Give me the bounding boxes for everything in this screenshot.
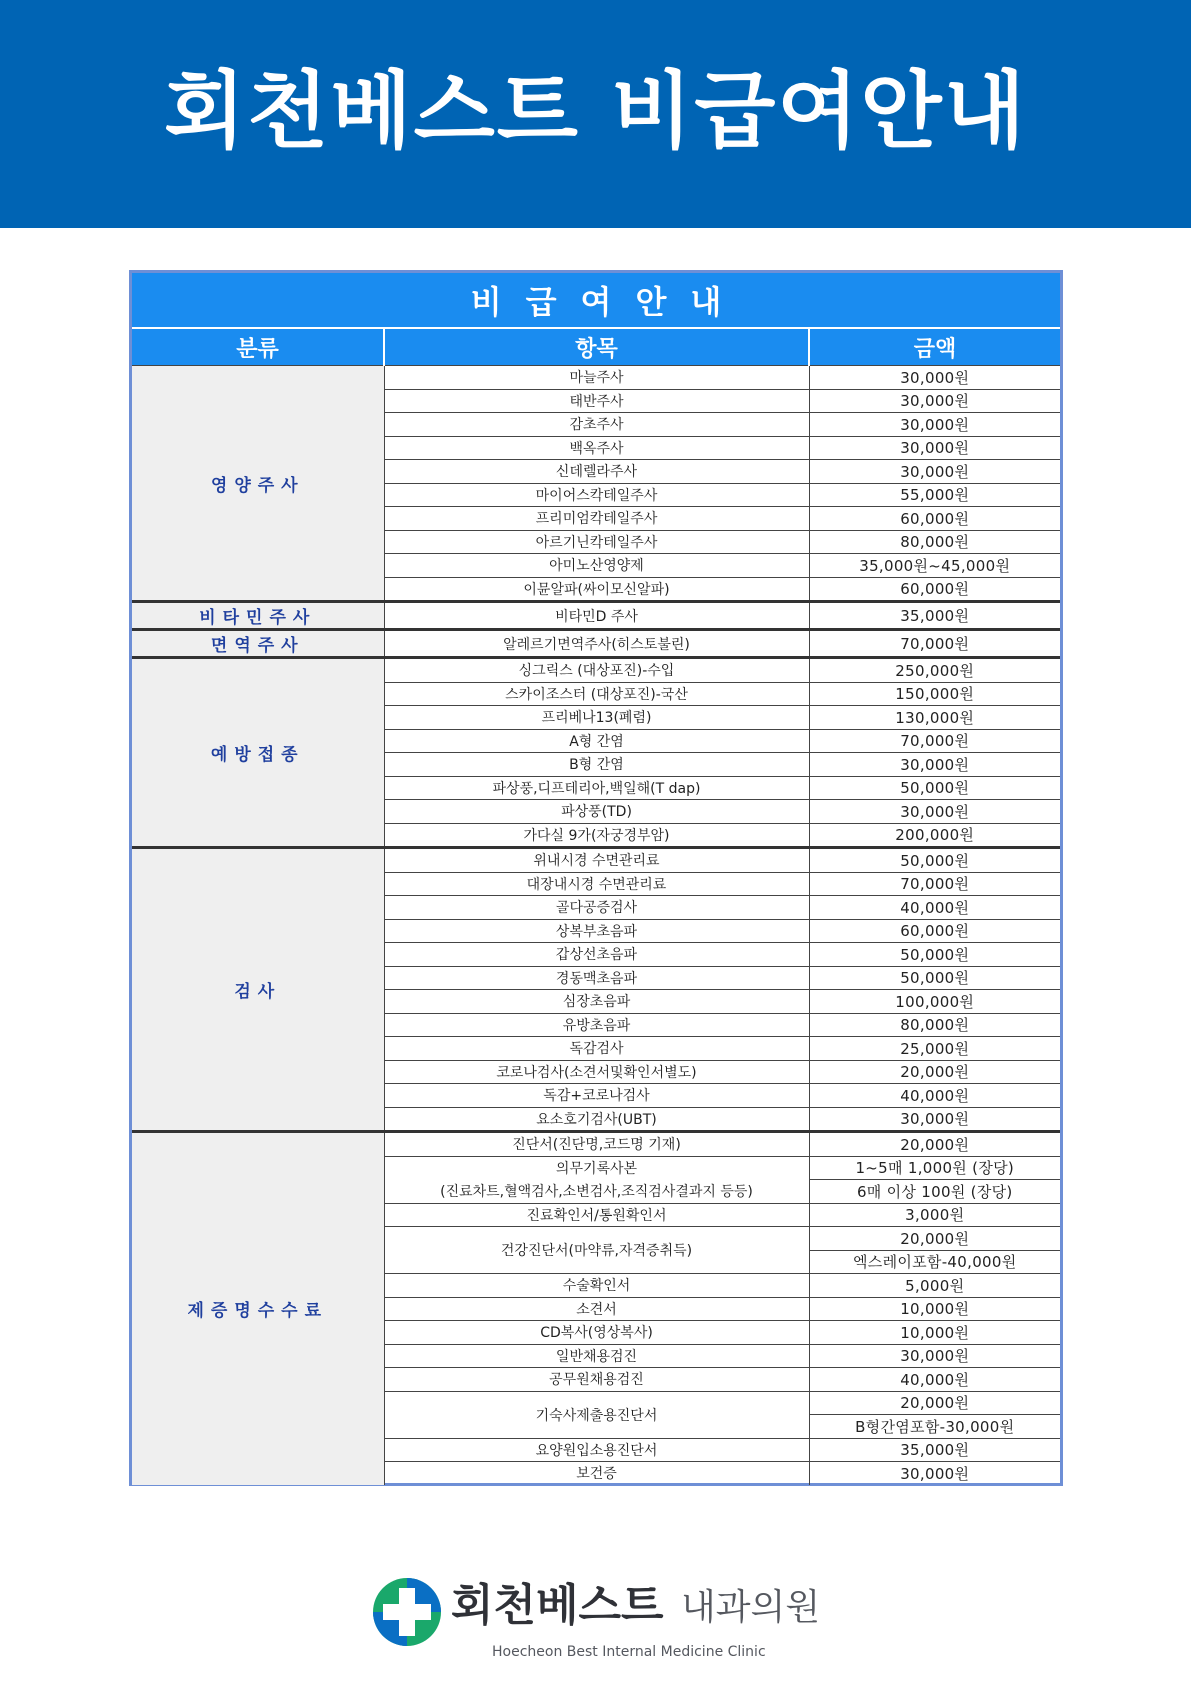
item-cell: 감초주사 bbox=[384, 413, 809, 437]
price-cell: 50,000원 bbox=[809, 966, 1060, 990]
item-cell: 백옥주사 bbox=[384, 436, 809, 460]
clinic-type: 내과의원 bbox=[681, 1587, 821, 1628]
item-cell: 보건증 bbox=[384, 1462, 809, 1485]
item-cell: 요양원입소용진단서 bbox=[384, 1438, 809, 1462]
price-cell: 200,000원 bbox=[809, 823, 1060, 848]
category-exam: 검사 bbox=[132, 848, 384, 1132]
medical-cross-icon bbox=[369, 1574, 445, 1650]
price-cell: 40,000원 bbox=[809, 1368, 1060, 1392]
price-cell: 25,000원 bbox=[809, 1037, 1060, 1061]
price-cell: 20,000원 bbox=[809, 1060, 1060, 1084]
category-vaccine: 예방접종 bbox=[132, 658, 384, 848]
price-cell: 40,000원 bbox=[809, 896, 1060, 920]
item-cell: 마늘주사 bbox=[384, 366, 809, 390]
item-cell: 의무기록사본 bbox=[384, 1156, 809, 1180]
price-cell: 60,000원 bbox=[809, 577, 1060, 602]
price-cell: 30,000원 bbox=[809, 753, 1060, 777]
fee-table bbox=[132, 273, 1060, 1485]
price-cell: 30,000원 bbox=[809, 413, 1060, 437]
page-title: 회천베스트 비급여안내 bbox=[164, 62, 1027, 160]
item-cell: 아미노산영양제 bbox=[384, 554, 809, 578]
price-cell: 30,000원 bbox=[809, 1462, 1060, 1485]
table-title-text: 비급여안내 bbox=[470, 283, 746, 321]
price-cell: 20,000원 bbox=[809, 1132, 1060, 1157]
table-title bbox=[132, 273, 1060, 328]
price-cell: 20,000원 bbox=[809, 1391, 1060, 1415]
item-cell: 진료확인서/통원확인서 bbox=[384, 1203, 809, 1227]
item-cell: 진단서(진단명,코드명 기재) bbox=[384, 1132, 809, 1157]
price-cell: 50,000원 bbox=[809, 776, 1060, 800]
price-cell: 35,000원 bbox=[809, 1438, 1060, 1462]
item-cell: CD복사(영상복사) bbox=[384, 1321, 809, 1345]
price-cell: 40,000원 bbox=[809, 1084, 1060, 1108]
price-cell: 6매 이상 100원 (장당) bbox=[809, 1180, 1060, 1204]
price-cell: 30,000원 bbox=[809, 389, 1060, 413]
price-cell: 엑스레이포함-40,000원 bbox=[809, 1250, 1060, 1274]
price-cell: 70,000원 bbox=[809, 729, 1060, 753]
price-cell: 30,000원 bbox=[809, 460, 1060, 484]
price-cell: 5,000원 bbox=[809, 1274, 1060, 1298]
item-cell: 신데렐라주사 bbox=[384, 460, 809, 484]
category-nutrition: 영양주사 bbox=[132, 366, 384, 602]
item-cell: 가다실 9가(자궁경부암) bbox=[384, 823, 809, 848]
price-cell: 35,000원 bbox=[809, 602, 1060, 630]
price-cell: 30,000원 bbox=[809, 436, 1060, 460]
top-banner bbox=[0, 0, 1191, 228]
clinic-logo bbox=[369, 1574, 829, 1664]
price-cell: 80,000원 bbox=[809, 1013, 1060, 1037]
item-cell: 프리미엄칵테일주사 bbox=[384, 507, 809, 531]
category-vitamin: 비타민주사 bbox=[132, 602, 384, 630]
price-cell: 80,000원 bbox=[809, 530, 1060, 554]
item-cell: 상복부초음파 bbox=[384, 919, 809, 943]
price-cell: 30,000원 bbox=[809, 800, 1060, 824]
item-cell: 갑상선초음파 bbox=[384, 943, 809, 967]
item-cell: 골다공증검사 bbox=[384, 896, 809, 920]
price-cell: 50,000원 bbox=[809, 848, 1060, 873]
price-cell: 3,000원 bbox=[809, 1203, 1060, 1227]
price-cell: 30,000원 bbox=[809, 1107, 1060, 1132]
item-cell: 건강진단서(마약류,자격증취득) bbox=[384, 1227, 809, 1274]
header-category: 분류 bbox=[132, 328, 384, 366]
item-cell: 요소호기검사(UBT) bbox=[384, 1107, 809, 1132]
item-cell: A형 간염 bbox=[384, 729, 809, 753]
price-cell: 60,000원 bbox=[809, 507, 1060, 531]
price-cell: 30,000원 bbox=[809, 366, 1060, 390]
item-cell: 스카이조스터 (대상포진)-국산 bbox=[384, 682, 809, 706]
item-cell: 알레르기면역주사(히스토불린) bbox=[384, 630, 809, 658]
item-cell: 대장내시경 수면관리료 bbox=[384, 872, 809, 896]
header-item: 항목 bbox=[384, 328, 809, 366]
price-cell: 10,000원 bbox=[809, 1297, 1060, 1321]
item-cell: 파상풍(TD) bbox=[384, 800, 809, 824]
item-cell: 독감검사 bbox=[384, 1037, 809, 1061]
item-cell: 소견서 bbox=[384, 1297, 809, 1321]
item-cell: 공무원채용검진 bbox=[384, 1368, 809, 1392]
item-cell: 경동맥초음파 bbox=[384, 966, 809, 990]
price-cell: 100,000원 bbox=[809, 990, 1060, 1014]
item-cell: 유방초음파 bbox=[384, 1013, 809, 1037]
price-cell: 10,000원 bbox=[809, 1321, 1060, 1345]
item-cell: 파상풍,디프테리아,백일해(T dap) bbox=[384, 776, 809, 800]
item-cell: 이뮨알파(싸이모신알파) bbox=[384, 577, 809, 602]
price-cell: 130,000원 bbox=[809, 706, 1060, 730]
item-cell: 아르기닌칵테일주사 bbox=[384, 530, 809, 554]
price-cell: 50,000원 bbox=[809, 943, 1060, 967]
price-cell: 250,000원 bbox=[809, 658, 1060, 683]
clinic-name: 회천베스트 bbox=[451, 1580, 664, 1631]
item-cell: 심장초음파 bbox=[384, 990, 809, 1014]
category-certificate: 제증명수수료 bbox=[132, 1132, 384, 1485]
item-cell: 일반채용검진 bbox=[384, 1344, 809, 1368]
price-cell: 70,000원 bbox=[809, 872, 1060, 896]
item-cell: 싱그릭스 (대상포진)-수입 bbox=[384, 658, 809, 683]
item-cell: 마이어스칵테일주사 bbox=[384, 483, 809, 507]
price-cell: 55,000원 bbox=[809, 483, 1060, 507]
item-cell: (진료차트,혈액검사,소변검사,조직검사결과지 등등) bbox=[384, 1180, 809, 1204]
clinic-english-name: Hoecheon Best Internal Medicine Clinic bbox=[492, 1644, 766, 1660]
item-cell: 코로나검사(소견서및확인서별도) bbox=[384, 1060, 809, 1084]
item-cell: 수술확인서 bbox=[384, 1274, 809, 1298]
item-cell: 비타민D 주사 bbox=[384, 602, 809, 630]
price-cell: 20,000원 bbox=[809, 1227, 1060, 1251]
price-cell: 1~5매 1,000원 (장당) bbox=[809, 1156, 1060, 1180]
item-cell: 독감+코로나검사 bbox=[384, 1084, 809, 1108]
item-cell: 태반주사 bbox=[384, 389, 809, 413]
price-cell: 70,000원 bbox=[809, 630, 1060, 658]
item-cell: 프리베나13(폐렴) bbox=[384, 706, 809, 730]
item-cell: B형 간염 bbox=[384, 753, 809, 777]
price-cell: 30,000원 bbox=[809, 1344, 1060, 1368]
price-cell: 60,000원 bbox=[809, 919, 1060, 943]
category-immune: 면역주사 bbox=[132, 630, 384, 658]
price-cell: 35,000원~45,000원 bbox=[809, 554, 1060, 578]
header-price: 금액 bbox=[809, 328, 1060, 366]
price-cell: B형간염포함-30,000원 bbox=[809, 1415, 1060, 1439]
fee-table-frame bbox=[129, 270, 1063, 1486]
item-cell: 기숙사제출용진단서 bbox=[384, 1391, 809, 1438]
item-cell: 위내시경 수면관리료 bbox=[384, 848, 809, 873]
price-cell: 150,000원 bbox=[809, 682, 1060, 706]
